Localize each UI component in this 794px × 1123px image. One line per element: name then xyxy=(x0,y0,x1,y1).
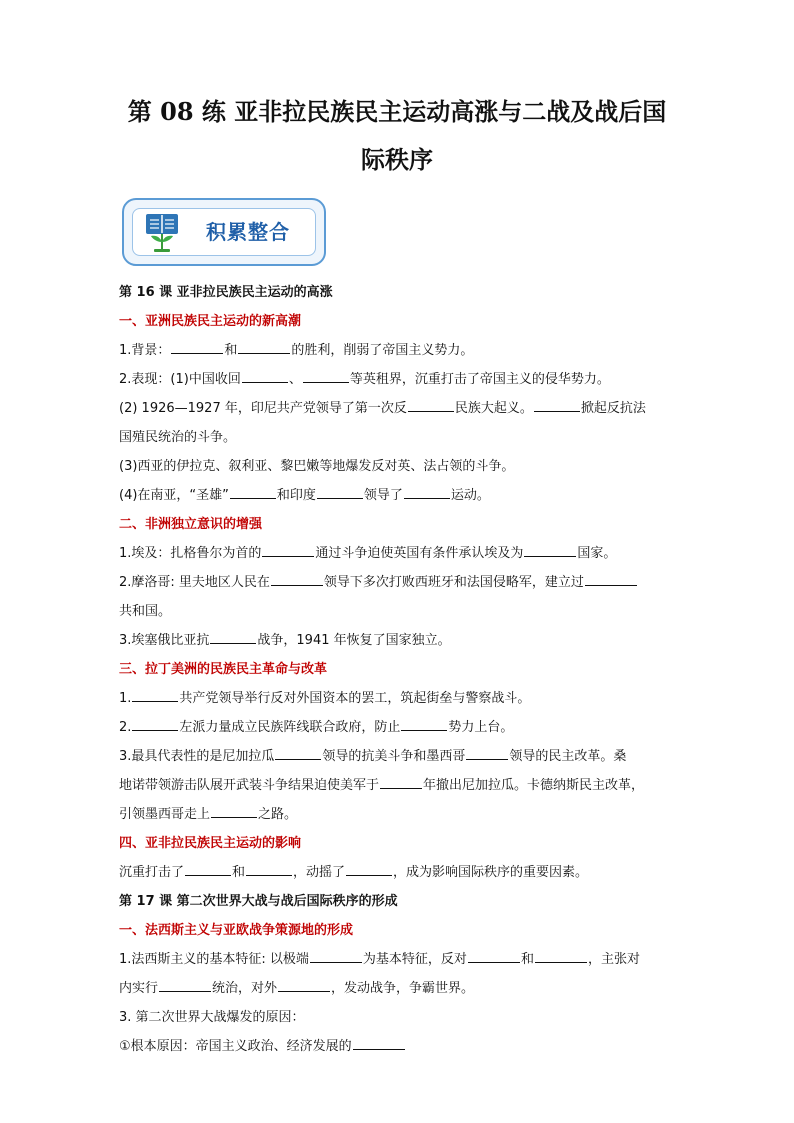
text-segment: 和 xyxy=(232,865,246,880)
section-heading: 三、拉丁美洲的民族民主革命与改革 xyxy=(119,662,328,677)
text-segment: 和 xyxy=(224,343,238,358)
book-sprout-icon xyxy=(142,212,182,254)
text-segment: 2.摩洛哥: 里夫地区人民在 xyxy=(119,575,270,590)
answer-blank[interactable] xyxy=(271,571,323,586)
answer-blank[interactable] xyxy=(466,745,508,760)
text-segment: (4)在南亚，“圣雄” xyxy=(119,488,229,503)
text-segment: 民族大起义。 xyxy=(454,401,533,416)
answer-blank[interactable] xyxy=(524,542,576,557)
text-segment: 3.最具代表性的是尼加拉瓜 xyxy=(119,749,275,764)
answer-blank[interactable] xyxy=(310,948,362,963)
question-line xyxy=(119,771,677,800)
text-segment: 为基本特征，反对 xyxy=(362,952,467,967)
text-segment: ，主张对 xyxy=(587,952,640,967)
answer-blank[interactable] xyxy=(468,948,520,963)
text-segment: 之路。 xyxy=(258,807,298,822)
text-segment: 1.背景： xyxy=(119,343,171,358)
answer-blank[interactable] xyxy=(159,977,211,992)
page-title xyxy=(0,88,794,184)
question-line xyxy=(119,858,677,887)
question-line xyxy=(119,539,677,568)
question-line xyxy=(119,684,677,713)
text-segment: 内实行 xyxy=(119,981,159,996)
title-line-1: 第 08 练 亚非拉民族民主运动高涨与二战及战后国 xyxy=(127,97,667,126)
answer-blank[interactable] xyxy=(211,803,257,818)
question-line: 共和国。 xyxy=(119,604,172,619)
section-badge xyxy=(122,198,326,266)
answer-blank[interactable] xyxy=(238,339,290,354)
text-segment: ，动摇了 xyxy=(293,865,346,880)
text-segment: ，发动战争，争霸世界。 xyxy=(331,981,475,996)
answer-blank[interactable] xyxy=(585,571,637,586)
question-line xyxy=(119,336,677,365)
question-line xyxy=(119,365,677,394)
text-segment: 等英租界，沉重打击了帝国主义的侵华势力。 xyxy=(349,372,610,387)
answer-blank[interactable] xyxy=(404,484,450,499)
answer-blank[interactable] xyxy=(132,687,178,702)
answer-blank[interactable] xyxy=(185,861,231,876)
question-line: (3)西亚的伊拉克、叙利亚、黎巴嫩等地爆发反对英、法占领的斗争。 xyxy=(119,459,515,474)
text-segment: 左派力量成立民族阵线联合政府，防止 xyxy=(179,720,401,735)
text-segment: 1.法西斯主义的基本特征: 以极端 xyxy=(119,952,309,967)
text-segment: 共产党领导举行反对外国资本的罢工，筑起街垒与警察战斗。 xyxy=(179,691,531,706)
lesson-17-heading: 第 17 课 第二次世界大战与战后国际秩序的形成 xyxy=(119,894,398,909)
text-segment: 战争，1941 年恢复了国家独立。 xyxy=(257,633,451,648)
text-segment: 2. xyxy=(119,720,132,735)
answer-blank[interactable] xyxy=(262,542,314,557)
question-line xyxy=(119,1032,677,1061)
question-line xyxy=(119,394,677,423)
answer-blank[interactable] xyxy=(132,716,178,731)
answer-blank[interactable] xyxy=(535,948,587,963)
text-segment: 地诺带领游击队展开武装斗争结果迫使美军于 xyxy=(119,778,380,793)
answer-blank[interactable] xyxy=(303,368,349,383)
answer-blank[interactable] xyxy=(275,745,321,760)
text-segment: 统治，对外 xyxy=(212,981,278,996)
answer-blank[interactable] xyxy=(317,484,363,499)
answer-blank[interactable] xyxy=(242,368,288,383)
text-segment: 沉重打击了 xyxy=(119,865,185,880)
text-segment: 和 xyxy=(520,952,534,967)
text-segment: 运动。 xyxy=(450,488,490,503)
text-segment: 掀起反抗法 xyxy=(580,401,646,416)
text-segment: (2) 1926—1927 年，印尼共产党领导了第一次反 xyxy=(119,401,407,416)
text-segment: 引领墨西哥走上 xyxy=(119,807,211,822)
text-segment: 1.埃及：扎格鲁尔为首的 xyxy=(119,546,262,561)
badge-label: 积累整合 xyxy=(206,220,290,244)
question-line xyxy=(119,742,677,771)
text-segment: 领导了 xyxy=(363,488,403,503)
text-segment: 1. xyxy=(119,691,132,706)
answer-blank[interactable] xyxy=(534,397,580,412)
question-line xyxy=(119,974,677,1003)
question-line xyxy=(119,800,677,829)
section-heading: 二、非洲独立意识的增强 xyxy=(119,517,263,532)
question-line: 国殖民统治的斗争。 xyxy=(119,430,237,445)
answer-blank[interactable] xyxy=(171,339,223,354)
text-segment: 领导的抗美斗争和墨西哥 xyxy=(322,749,466,764)
answer-blank[interactable] xyxy=(230,484,276,499)
text-segment: 3.埃塞俄比亚抗 xyxy=(119,633,210,648)
worksheet-content xyxy=(119,278,677,1061)
title-line-2: 际秩序 xyxy=(361,145,433,174)
text-segment: 国家。 xyxy=(577,546,617,561)
question-line xyxy=(119,568,677,597)
text-segment: 领导的民主改革。桑 xyxy=(509,749,627,764)
section-heading: 一、法西斯主义与亚欧战争策源地的形成 xyxy=(119,923,354,938)
answer-blank[interactable] xyxy=(278,977,330,992)
text-segment: 年撤出尼加拉瓜。卡德纳斯民主改革， xyxy=(423,778,645,793)
answer-blank[interactable] xyxy=(246,861,292,876)
text-segment: 、 xyxy=(288,372,302,387)
text-segment: 领导下多次打败西班牙和法国侵略军，建立过 xyxy=(323,575,584,590)
answer-blank[interactable] xyxy=(408,397,454,412)
section-heading: 四、亚非拉民族民主运动的影响 xyxy=(119,836,302,851)
text-segment: 的胜利，削弱了帝国主义势力。 xyxy=(291,343,474,358)
answer-blank[interactable] xyxy=(210,629,256,644)
answer-blank[interactable] xyxy=(380,774,422,789)
text-segment: 和印度 xyxy=(276,488,316,503)
text-segment: ①根本原因：帝国主义政治、经济发展的 xyxy=(119,1039,352,1054)
section-heading: 一、亚洲民族民主运动的新高潮 xyxy=(119,314,302,329)
question-line xyxy=(119,481,677,510)
answer-blank[interactable] xyxy=(353,1035,405,1050)
question-line xyxy=(119,713,677,742)
question-line: 3. 第二次世界大战爆发的原因： xyxy=(119,1010,305,1025)
question-line xyxy=(119,626,677,655)
text-segment: 2.表现：(1)中国收回 xyxy=(119,372,241,387)
lesson-16-heading: 第 16 课 亚非拉民族民主运动的高涨 xyxy=(119,285,333,300)
question-line xyxy=(119,945,677,974)
text-segment: ，成为影响国际秩序的重要因素。 xyxy=(393,865,589,880)
text-segment: 势力上台。 xyxy=(448,720,514,735)
answer-blank[interactable] xyxy=(401,716,447,731)
answer-blank[interactable] xyxy=(346,861,392,876)
text-segment: 通过斗争迫使英国有条件承认埃及为 xyxy=(315,546,524,561)
